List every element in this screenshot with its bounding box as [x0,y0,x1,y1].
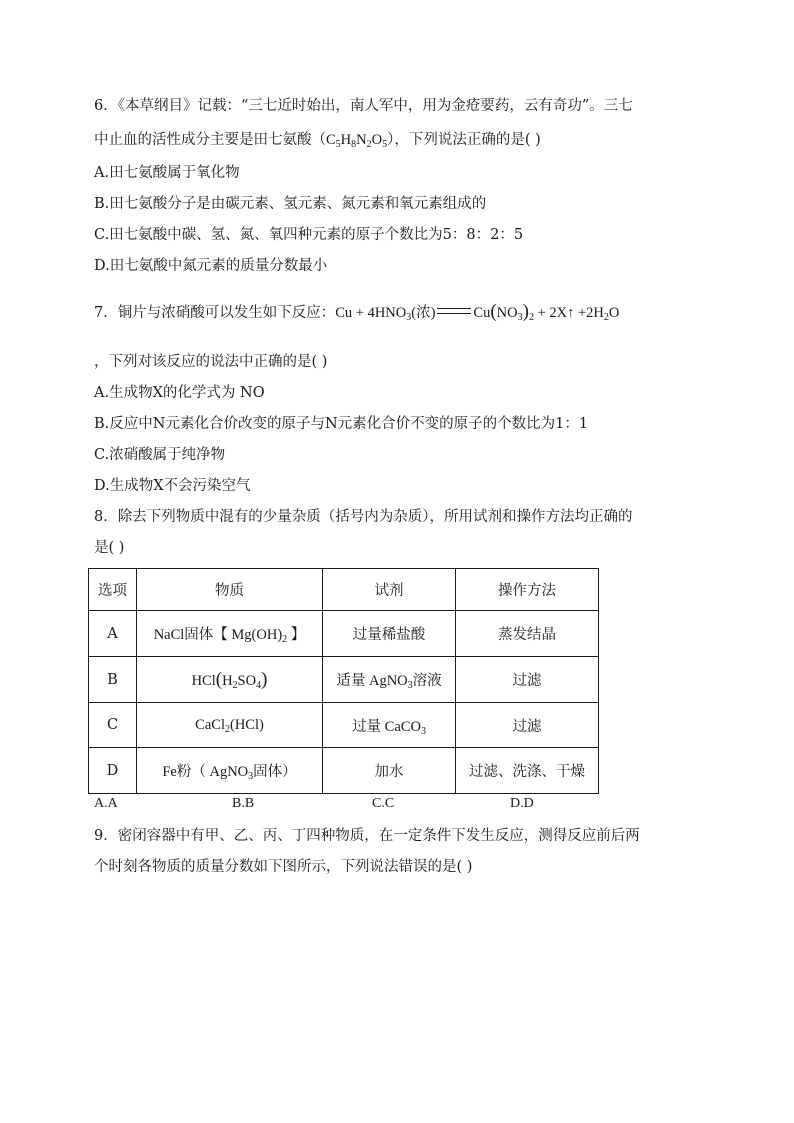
q7-line1 [94,302,619,323]
header-method: 操作方法 [456,569,599,611]
q8-options-table [88,568,599,794]
q7-equation: $Cu + 4HNO_3$(浓) $Cu(NO_3)_2$ + 2X↑ $+2H_2O$ [335,301,620,323]
table-row [89,748,599,794]
header-reagent: 试剂 [323,569,456,611]
header-substance: 物质 [137,569,323,611]
row-a-option: A [89,611,137,657]
q7-option-d: D.生成物X不会污染空气 [94,478,251,494]
q8-choice-c: C.C [372,796,395,811]
q6-option-d: D.田七氨酸中氮元素的质量分数最小 [94,258,328,274]
q9-line1: 9．密闭容器中有甲、乙、丙、丁四种物质，在一定条件下发生反应，测得反应前后两 [94,828,640,844]
q6-option-c: C.田七氨酸中碳、氢、氮、氧四种元素的原子个数比为5：8：2：5 [94,227,524,243]
q7-option-b: B.反应中N元素化合价改变的原子与N元素化合价不变的原子的个数比为1：1 [94,416,589,432]
row-c-reagent: 过量 CaCO$_3$ [323,703,456,748]
row-c-method: 过滤 [456,703,599,748]
row-b-option: B [89,657,137,703]
q8-line2: 是( ) [94,540,125,556]
q8-choices [94,796,594,816]
q9-line2: 个时刻各物质的质量分数如下图所示，下列说法错误的是( ) [94,859,473,875]
row-d-substance: Fe粉（ AgNO$_3$固体） [137,748,323,794]
q6-line2-pre: 中止血的活性成分主要是田七氨酸（ [94,132,326,148]
row-d-option: D [89,748,137,794]
row-d-method: 过滤、洗涤、干燥 [456,748,599,794]
q7-option-c: C.浓硝酸属于纯净物 [94,447,226,463]
q6-option-a: A.田七氨酸属于氧化物 [94,165,240,181]
table-row [89,703,599,748]
header-option: 选项 [89,569,137,611]
table-row [89,657,599,703]
row-b-method: 过滤 [456,657,599,703]
row-b-substance: $HCl(H_2SO_4)$ [137,657,323,703]
row-c-option: C [89,703,137,748]
q6-option-b: B.田七氨酸分子是由碳元素、氢元素、氮元素和氧元素组成的 [94,196,487,212]
row-b-reagent: 适量 AgNO$_3$溶液 [323,657,456,703]
row-c-substance: CaCl$_2$(HCl) [137,703,323,748]
row-d-reagent: 加水 [323,748,456,794]
q6-line2 [94,130,541,150]
q7-line1-pre: 7．铜片与浓硝酸可以发生如下反应： [94,305,336,321]
table-header-row [89,569,599,611]
table-row [89,611,599,657]
q8-line1: 8．除去下列物质中混有的少量杂质（括号内为杂质），所用试剂和操作方法均正确的 [94,509,633,525]
row-a-substance: NaCl固体【 $Mg(OH)_2$ 】 [137,611,323,657]
q7-option-a: A.生成物X的化学式为 NO [94,385,265,401]
row-a-method: 蒸发结晶 [456,611,599,657]
q7-line2: ，下列对该反应的说法中正确的是( ) [94,354,328,370]
q6-formula: $C_5H_8N_2O_5$ [326,132,388,150]
row-a-reagent: 过量稀盐酸 [323,611,456,657]
q6-line1: 6．《本草纲目》记载：“三七近时始出，南人军中，用为金疮要药，云有奇功”。三七 [94,98,633,114]
q6-line2-post: ），下列说法正确的是( ) [387,132,541,148]
q8-choice-d: D.D [510,796,534,811]
q8-choice-b: B.B [232,796,255,811]
q8-choice-a: A.A [94,796,118,811]
